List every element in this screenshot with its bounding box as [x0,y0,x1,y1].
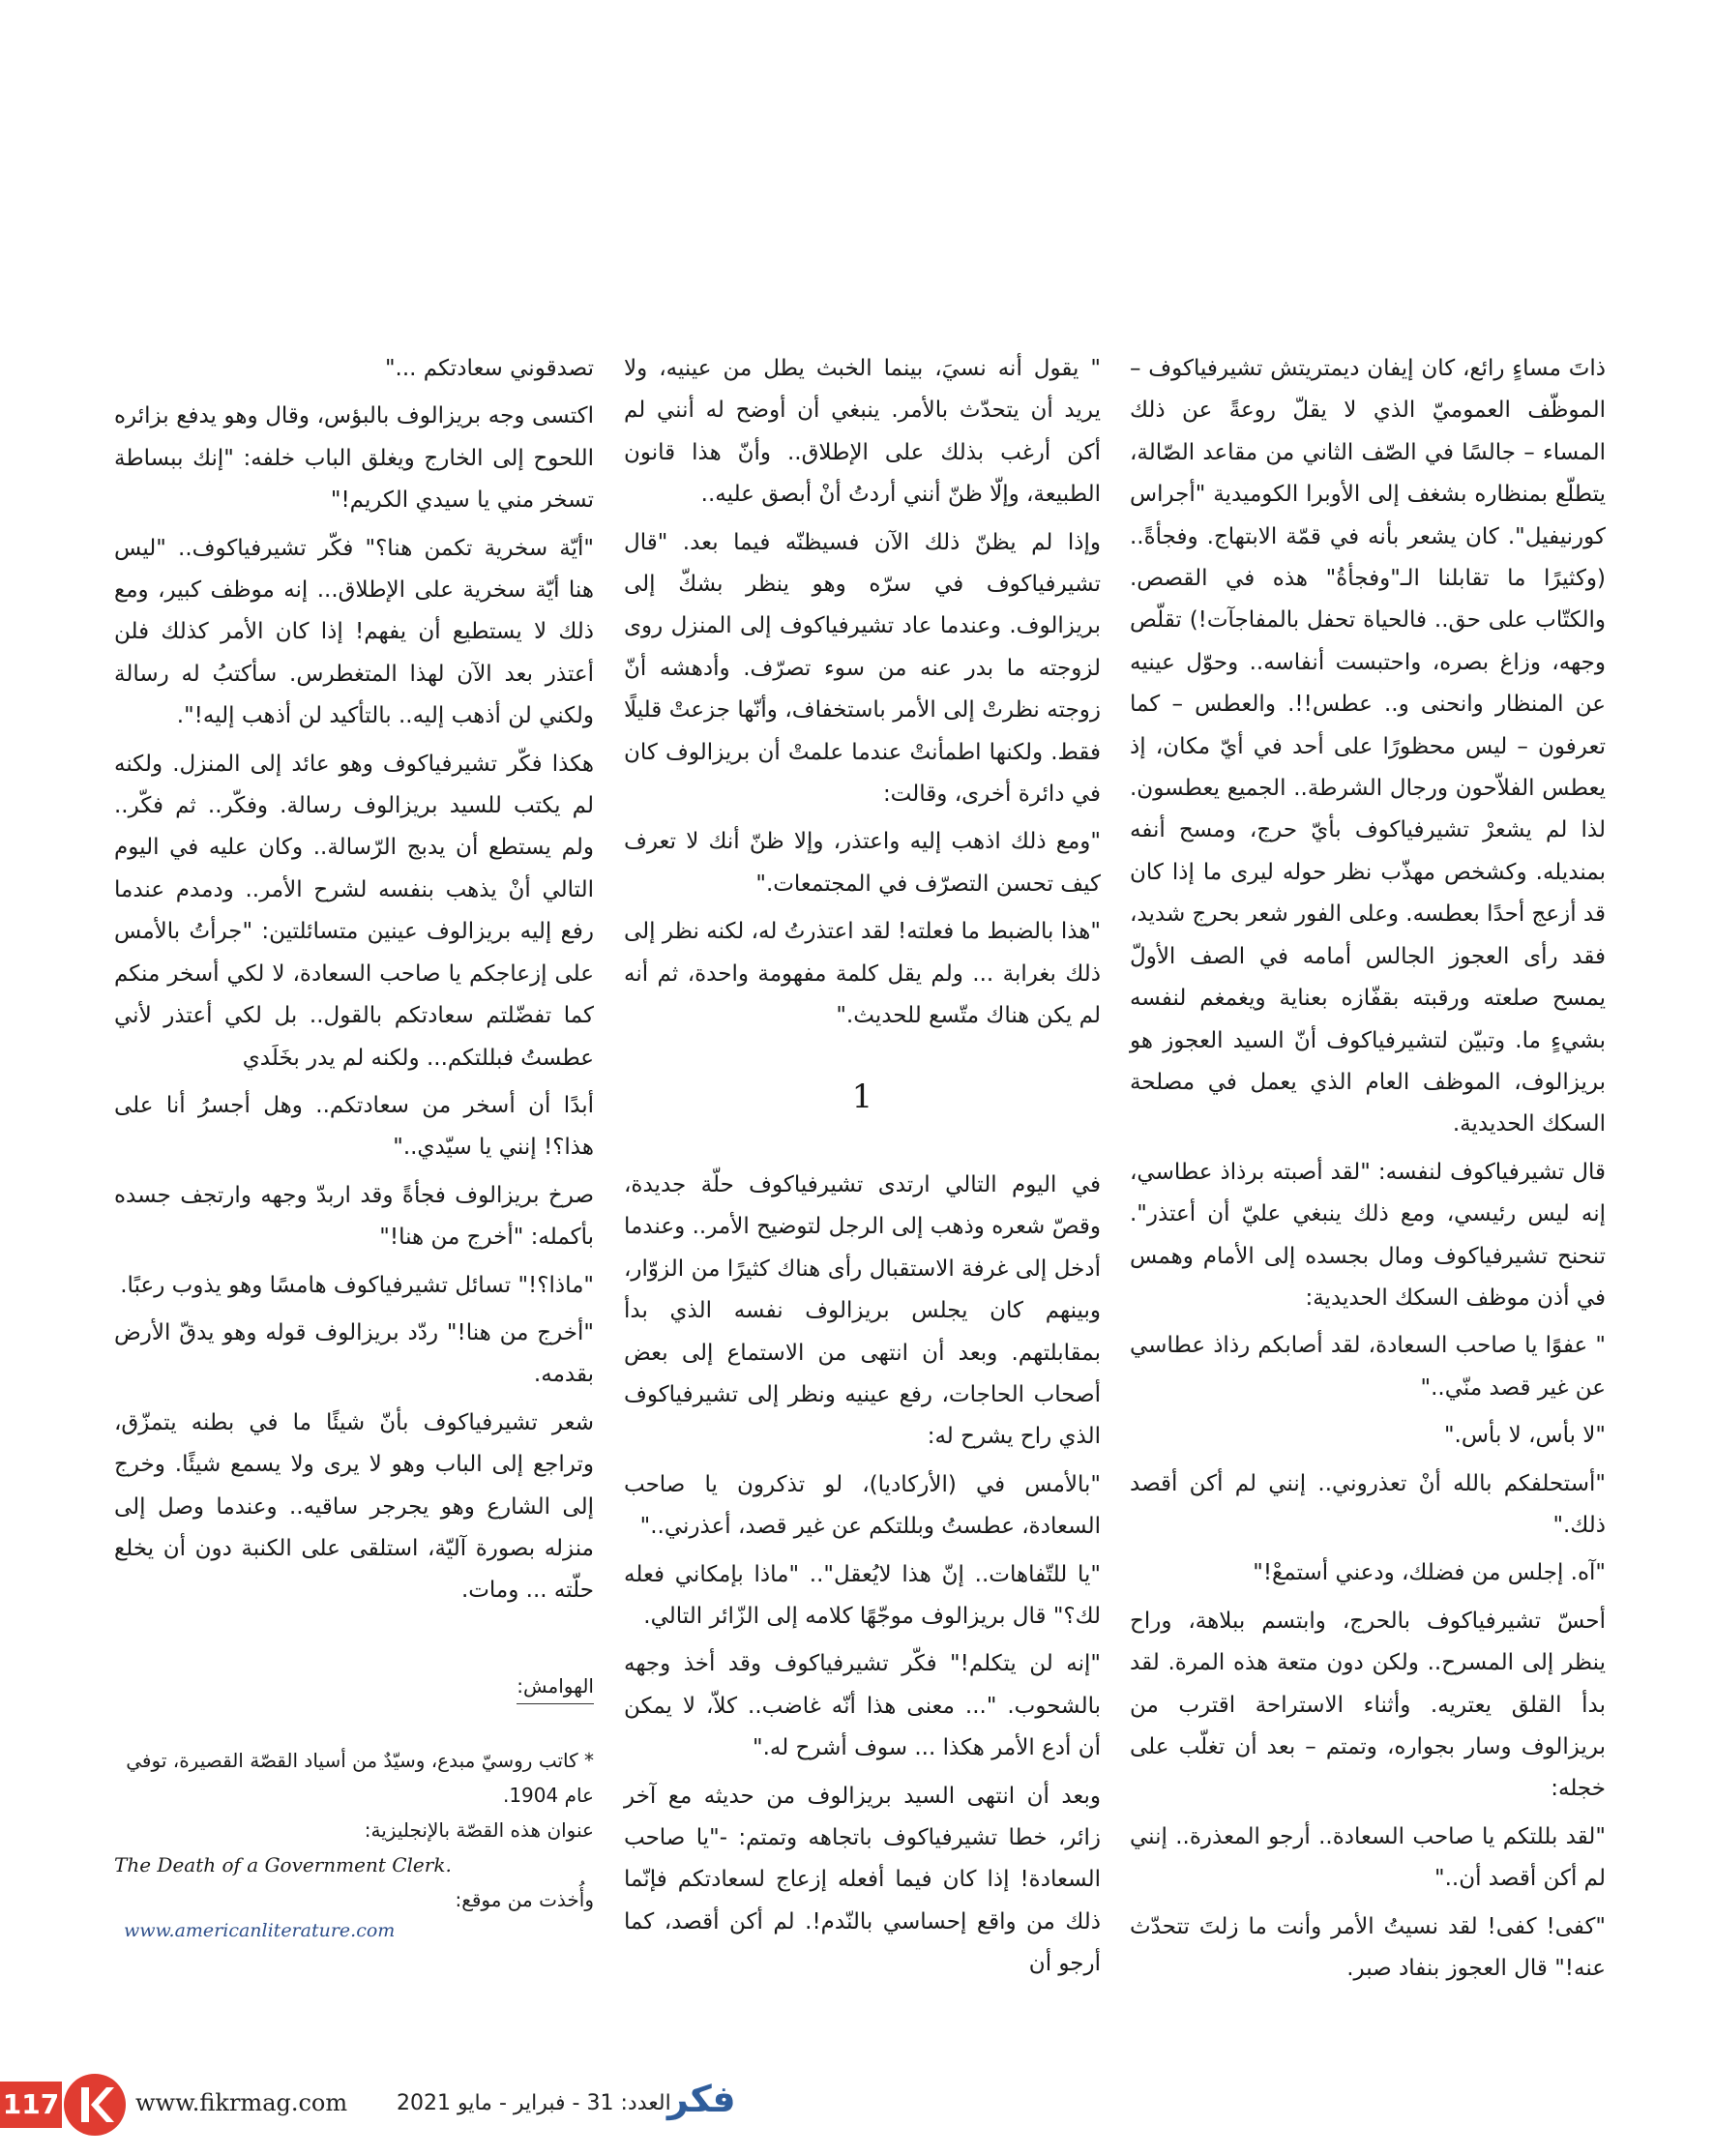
story-paragraph: هكذا فكّر تشيرفياكوف وهو عائد إلى المنزل. ولكنه لم يكتب للسيد بريزالوف رسالة. وفكّر.. ثم فكّر.. ولم يستطع أن يدبج الرّسالة.. وكان عليه في اليوم التالي أنْ يذهب بنفسه لشرح الأمر.. ودمدم عندما رفع إليه بريزالوف عينين متسائلتين: "جرأتُ بالأمس على إزعاجكم يا صاحب السعادة، لا لكي أسخر منكم كما تفضّلتم سعادتكم بالقول.. بل لكي أعتذر لأني عطستُ فبللتكم... ولكنه لم يدر بخَلَدي [114,751,594,1071]
story-paragraph: صرخ بريزالوف فجأةً وقد اربدّ وجهه وارتجف جسده بأكمله: "أخرج من هنا!" [114,1182,594,1251]
author-note: * كاتب روسيّ مبدع، وسيّدٌ من أسياد القصّة القصيرة، توفي عام 1904. [126,1749,594,1807]
story-paragraph: "يا للتّفاهات.. إنّ هذا لايُعقل".. "ماذا بإمكاني فعله لك؟" قال بريزالوف موجّهًا كلامه إلى الزّائر التالي. [624,1561,1101,1629]
story-column-left [114,348,594,1612]
story-paragraph: قال تشيرفياكوف لنفسه: "لقد أصبته برذاذ عطاسي، إنه ليس رئيسي، ومع ذلك ينبغي عليّ أن أعتذر". تنحنح تشيرفياكوف ومال بجسده إلى الأمام وهمس في أذن موظف السكك الحديدية: [1130,1159,1606,1311]
story-paragraph: ذاتَ مساءٍ رائع، كان إيفان ديمتريتش تشيرفياكوف – الموظّف العموميّ الذي لا يقلّ روعةً عن ذلك المساء – جالسًا في الصّف الثاني من مقاعد الصّالة، يتطلّع بمنظاره بشغف إلى الأوبرا الكوميدية "أجراس كورنيفيل". كان يشعر بأنه في قمّة الابتهاج. وفجأةً.. (وكثيرًا ما تقابلنا الـ"وفجأةُ" هذه في القصص. والكتّاب على حق.. فالحياة تحفل بالمفاجآت!) تقلّص وجهه، وزاغ بصره، واحتبست أنفاسه.. وحوّل عينيه عن المنظار وانحنى و.. عطس!!. والعطس – كما تعرفون – ليس محظورًا على أحد في أيّ مكان، إذ يعطس الفلاّحون ورجال الشرطة.. الجميع يعطسون. لذا لم يشعرْ تشيرفياكوف بأيّ حرج، ومسح أنفه بمنديله. وكشخص مهذّب نظر حوله ليرى ما إذا كان قد أزعج أحدًا بعطسه. وعلى الفور شعر بحرج شديد، فقد رأى العجوز الجالس أمامه في الصف الأولّ يمسح صلعته ورقبته بقفّازه بعناية ويغمغم لنفسه بشيءٍ ما. وتبيّن لتشيرفياكوف أنّ السيد العجوز هو بريزالوف، الموظف العام الذي يعمل في مصلحة السكك الحديدية. [1130,356,1606,1137]
story-column-middle [624,348,1101,1986]
story-paragraph: "أستحلفكم بالله أنْ تعذروني.. إنني لم أكن أقصد ذلك." [1130,1470,1606,1538]
footnotes [114,1669,594,1917]
story-column-middle-bottom [624,1165,1101,1986]
story-paragraph: "آه. إجلس من فضلك، ودعني أستمعْ!" [1253,1560,1606,1586]
story-paragraph: " يقول أنه نسيَ، بينما الخبث يطل من عينيه، ولا يريد أن يتحدّث بالأمر. ينبغي أن أوضح له أنني لم أكن أرغب بذلك على الإطلاق.. وأنّ هذا قانون الطبيعة، وإلّا ظنّ أنني أردتُ أنْ أبصق عليه.. [624,356,1101,508]
story-paragraph: "أيّة سخرية تكمن هنا؟" فكّر تشيرفياكوف.. "ليس هنا أيّة سخرية على الإطلاق... إنه موظف كبير، ومع ذلك لا يستطيع أن يفهم! إذا كان الأمر كذلك فلن أعتذر بعد الآن لهذا المتغطرس. سأكتبُ له رسالة ولكني لن أذهب إليه.. بالتأكيد لن أذهب إليه!". [114,535,594,729]
issue-info: العدد: 31 - فبراير - مايو 2021 [397,2091,671,2115]
story-paragraph: "كفى! كفى! لقد نسيتُ الأمر وأنت ما زلتَ تتحدّث عنه!" قال العجوز بنفاد صبر. [1130,1913,1606,1982]
story-paragraph: "ومع ذلك اذهب إليه واعتذر، وإلا ظنّ أنك لا تعرف كيف تحسن التصرّف في المجتمعات." [624,829,1101,897]
story-column-middle-top [624,348,1101,1038]
story-paragraph: "ماذا؟!" تسائل تشيرفياكوف هامسًا وهو يذوب رعبًا. [120,1272,594,1298]
story-paragraph: اكتسى وجه بريزالوف بالبؤس، وقال وهو يدفع بزائره اللحوح إلى الخارج ويغلق الباب خلفه: "إنك ببساطة تسخر مني يا سيدي الكريم!" [114,403,594,514]
story-paragraph: أبدًا أن أسخر من سعادتكم.. وهل أجسرُ أنا على هذا؟! إنني يا سيّدي.." [114,1092,594,1161]
source-label: وأُخذت من موقع: [455,1888,594,1911]
section-number: 1 [851,1077,873,1116]
story-paragraph: "لقد بللتكم يا صاحب السعادة.. أرجو المعذرة.. إنني لم أكن أقصد أن.." [1130,1823,1606,1892]
story-paragraph: وبعد أن انتهى السيد بريزالوف من حديثه مع آخر زائر، خطا تشيرفياكوف باتجاهه وتمتم: -"يا صاحب السعادة! إذا كان فيما أفعله إزعاج لسعادتكم فإنّما ذلك من واقع إحساسي بالنّدم!. لم أكن أقصد، كما أرجو أن [624,1783,1101,1977]
story-paragraph: شعر تشيرفياكوف بأنّ شيئًا ما في بطنه يتمزّق، وتراجع إلى الباب وهو لا يرى ولا يسمع شيئًا. وخرج إلى الشارع وهو يجرجر ساقيه.. وعندما وصل إلى منزله بصورة آليّة، استلقى على الكنبة دون أن يخلع حلّته ... ومات. [114,1409,594,1604]
source-link[interactable]: www.americanliterature.com [124,1920,396,1941]
page-footer [0,2070,1714,2138]
story-paragraph: "أخرج من هنا!" ردّد بريزالوف قوله وهو يدقّ الأرض بقدمه. [114,1319,594,1388]
footnotes-title: الهوامش: [517,1669,594,1704]
story-paragraph: تصدقوني سعادتكم ..." [384,356,594,381]
magazine-name: فكر [667,2078,736,2120]
footer-website-link[interactable]: www.fikrmag.com [135,2089,348,2116]
story-paragraph: "لا بأس، لا بأس." [1443,1423,1606,1449]
story-paragraph: "هذا بالضبط ما فعلته! لقد اعتذرتُ له، لكنه نظر إلى ذلك بغرابة ... ولم يقل كلمة مفهومة واحدة، ثم أنه لم يكن هناك متّسع للحديث." [624,919,1101,1029]
english-title-label: عنوان هذه القصّة بالإنجليزية: [364,1818,594,1842]
story-paragraph: "إنه لن يتكلم!" فكّر تشيرفياكوف وقد أخذ وجهه بالشحوب. "... معنى هذا أنّه غاضب.. كلاّ، لا يمكن أن أدع الأمر هكذا ... سوف أشرح له." [624,1651,1101,1761]
english-title: The Death of a Government Clerk. [114,1853,452,1876]
story-paragraph: وإذا لم يظنّ ذلك الآن فسيظنّه فيما بعد. "قال تشيرفياكوف في سرّه وهو ينظر بشكّ إلى بريزالوف. وعندما عاد تشيرفياكوف إلى المنزل روى لزوجته ما بدر عنه من سوء تصرّف. وأدهشه أنّ زوجته نظرتْ إلى الأمر باستخفاف، وأنّها جزعتْ قليلًا فقط. ولكنها اطمأنتْ عندما علمتْ أن بريزالوف كان في دائرة أخرى، وقالت: [624,529,1101,808]
page-number: 117 [0,2082,62,2128]
magazine-logo-icon [64,2074,126,2136]
story-paragraph: أحسّ تشيرفياكوف بالحرج، وابتسم ببلاهة، وراح ينظر إلى المسرح.. ولكن دون متعة هذه المرة. لقد بدأ القلق يعتريه. وأثناء الاستراحة اقترب من بريزالوف وسار بجواره، وتمتم – بعد أن تغلّب على خجله: [1130,1608,1606,1802]
story-column-right [1130,348,1606,1990]
story-paragraph: " عفوًا يا صاحب السعادة، لقد أصابكم رذاذ عطاسي عن غير قصد منّي.." [1130,1333,1606,1401]
story-paragraph: في اليوم التالي ارتدى تشيرفياكوف حلّة جديدة، وقصّ شعره وذهب إلى الرجل لتوضيح الأمر.. وعندما أدخل إلى غرفة الاستقبال رأى هناك كثيرًا من الزوّار، وبينهم كان يجلس بريزالوف نفسه الذي بدأ بمقابلتهم. وبعد أن انتهى من الاستماع إلى بعض أصحاب الحاجات، رفع عينيه ونظر إلى تشيرفياكوف الذي راح يشرح له: [624,1171,1101,1450]
story-paragraph: "بالأمس في (الأركاديا)، لو تذكرون يا صاحب السعادة، عطستُ وبللتكم عن غير قصد، أعذرني.." [624,1471,1101,1540]
